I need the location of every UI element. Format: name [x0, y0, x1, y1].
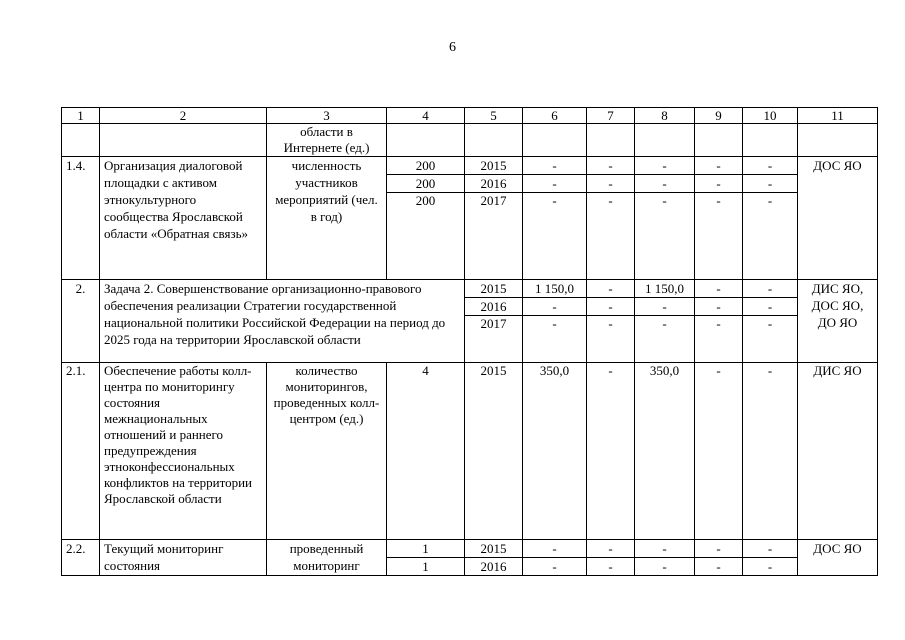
task-name: Задача 2. Совершенствование организационно-правового обеспечения реализации Стратегии государственной национальной политики Российской Федерации на период до 2025 года на территории Ярославской области: [100, 280, 465, 363]
amount-cell: -: [695, 157, 743, 175]
header-cell: 10: [743, 108, 798, 124]
year-cell: 2017: [465, 193, 523, 280]
amount-cell: -: [743, 316, 798, 363]
activity-name: Текущий мониторинг состояния: [100, 540, 267, 576]
amount-cell: -: [695, 363, 743, 540]
header-cell: 6: [523, 108, 587, 124]
value-cell: 200: [387, 157, 465, 175]
table-row: [62, 363, 878, 540]
amount-cell: -: [587, 363, 635, 540]
value-cell: 4: [387, 363, 465, 540]
header-cell: 7: [587, 108, 635, 124]
amount-cell: -: [587, 558, 635, 576]
year-cell: 2017: [465, 316, 523, 363]
header-cell: 11: [798, 108, 878, 124]
executor-cell: ДОС ЯО: [798, 540, 878, 576]
amount-cell: -: [743, 175, 798, 193]
table-row: [62, 280, 878, 298]
amount-cell: -: [695, 193, 743, 280]
amount-cell: -: [635, 157, 695, 175]
amount-cell: 1 150,0: [635, 280, 695, 298]
indicator-cell: численность участников мероприятий (чел. в год): [267, 157, 387, 280]
header-cell: 9: [695, 108, 743, 124]
amount-cell: -: [743, 298, 798, 316]
year-cell: 2015: [465, 540, 523, 558]
header-cell: 5: [465, 108, 523, 124]
amount-cell: -: [587, 280, 635, 298]
row-number: 2.1.: [62, 363, 100, 540]
amount-cell: -: [523, 316, 587, 363]
header-row: [62, 108, 878, 124]
year-cell: 2016: [465, 298, 523, 316]
amount-cell: -: [587, 157, 635, 175]
amount-cell: -: [587, 316, 635, 363]
header-cell: 8: [635, 108, 695, 124]
amount-cell: -: [587, 193, 635, 280]
value-cell: 1: [387, 540, 465, 558]
amount-cell: -: [695, 175, 743, 193]
value-cell: 200: [387, 175, 465, 193]
amount-cell: -: [587, 540, 635, 558]
row-number: 2.: [62, 280, 100, 363]
header-cell: 3: [267, 108, 387, 124]
value-cell: 200: [387, 193, 465, 280]
amount-cell: -: [695, 316, 743, 363]
indicator-cell: области в Интернете (ед.): [267, 124, 387, 157]
table-row: [62, 540, 878, 558]
row-number: 2.2.: [62, 540, 100, 576]
amount-cell: -: [523, 558, 587, 576]
amount-cell: -: [743, 280, 798, 298]
amount-cell: -: [587, 298, 635, 316]
amount-cell: -: [635, 193, 695, 280]
amount-cell: 1 150,0: [523, 280, 587, 298]
indicator-cell: количество мониторингов, проведенных колл-центром (ед.): [267, 363, 387, 540]
program-table: [61, 107, 878, 576]
amount-cell: -: [635, 298, 695, 316]
amount-cell: -: [743, 540, 798, 558]
amount-cell: -: [635, 175, 695, 193]
executor-cell: [798, 280, 878, 363]
amount-cell: 350,0: [635, 363, 695, 540]
year-cell: 2015: [465, 363, 523, 540]
page-number: 6: [449, 40, 456, 55]
year-cell: 2016: [465, 175, 523, 193]
executor-line: ДИС ЯО,: [811, 281, 864, 296]
amount-cell: -: [695, 298, 743, 316]
year-cell: 2016: [465, 558, 523, 576]
amount-cell: -: [743, 193, 798, 280]
amount-cell: 350,0: [523, 363, 587, 540]
value-cell: 1: [387, 558, 465, 576]
indicator-cell: проведенный мониторинг: [267, 540, 387, 576]
year-cell: 2015: [465, 157, 523, 175]
amount-cell: -: [695, 540, 743, 558]
amount-cell: -: [523, 157, 587, 175]
header-cell: 4: [387, 108, 465, 124]
amount-cell: -: [523, 298, 587, 316]
executor-line: ДОС ЯО,: [811, 298, 864, 313]
table-row: [62, 157, 878, 175]
amount-cell: -: [635, 540, 695, 558]
table-row: [62, 124, 878, 157]
row-number: 1.4.: [62, 157, 100, 280]
executor-cell: ДОС ЯО: [798, 157, 878, 280]
amount-cell: -: [523, 175, 587, 193]
amount-cell: -: [635, 316, 695, 363]
year-cell: 2015: [465, 280, 523, 298]
amount-cell: -: [635, 558, 695, 576]
amount-cell: -: [523, 193, 587, 280]
activity-name: Организация диалоговой площадки с активом этнокультурного сообщества Ярославской области «Обратная связь»: [100, 157, 267, 280]
amount-cell: -: [743, 157, 798, 175]
amount-cell: -: [523, 540, 587, 558]
amount-cell: -: [587, 175, 635, 193]
amount-cell: -: [695, 280, 743, 298]
amount-cell: -: [743, 558, 798, 576]
executor-line: ДО ЯО: [817, 315, 858, 330]
amount-cell: -: [743, 363, 798, 540]
executor-cell: ДИС ЯО: [798, 363, 878, 540]
amount-cell: -: [695, 558, 743, 576]
header-cell: 2: [100, 108, 267, 124]
activity-name: Обеспечение работы колл-центра по мониторингу состояния межнациональных отношений и раннего предупреждения этноконфессиональных конфликтов на территории Ярославской области: [100, 363, 267, 540]
header-cell: 1: [62, 108, 100, 124]
